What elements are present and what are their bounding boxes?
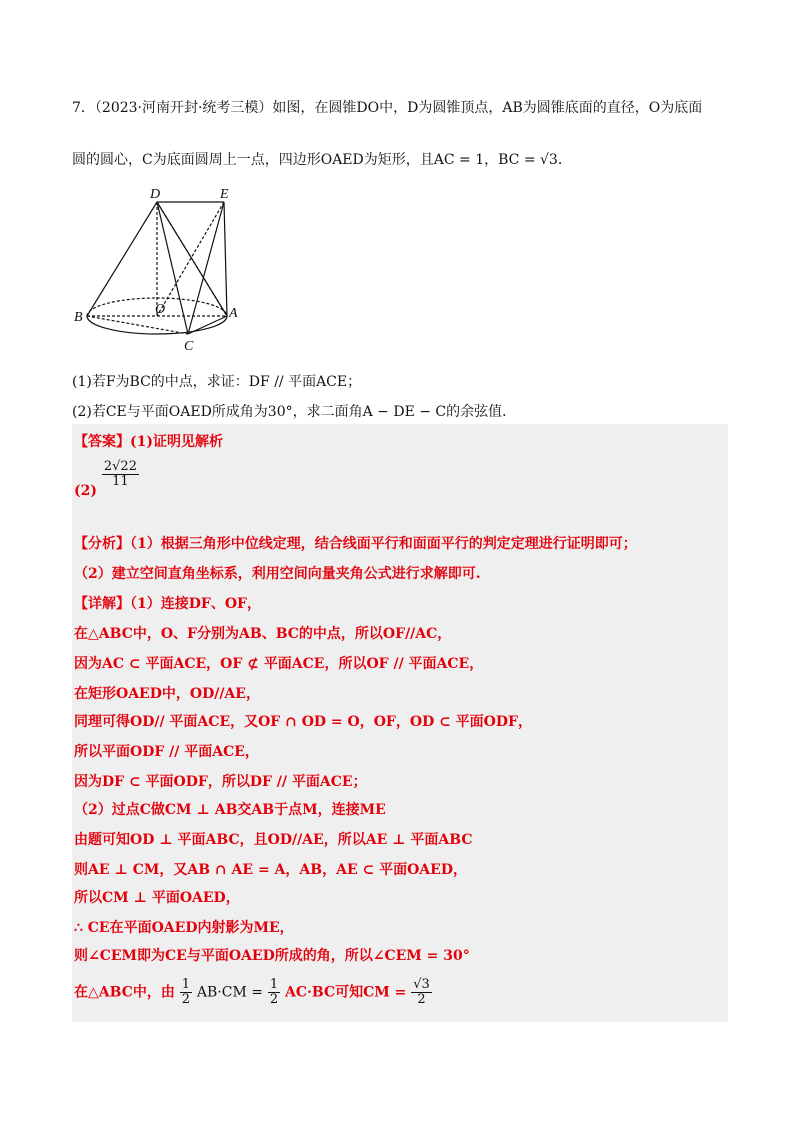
label-B: B [74,310,83,325]
detail-label: 【详解】 [74,596,130,612]
answer-line-1 [74,432,223,452]
question-line-1: 7．（2023·河南开封·统考三模）如图，在圆锥DO中，D为圆锥顶点，AB为圆锥底面的直径，O为底面 [72,100,703,116]
fraction-3 [411,978,432,1007]
detail-line-12: ∴ CE在平面OAED内射影为ME， [74,920,294,936]
answer-part-2-prefix: (2) [74,482,97,499]
detail-line-5: 同理可得OD// 平面ACE，又OF ∩ OD = O，OF，OD ⊂ 平面ODF， [74,714,532,730]
answer-part-2-fraction [102,460,139,489]
analysis-line-2: （2）建立空间直角坐标系，利用空间向量夹角公式进行求解即可. [74,566,481,582]
base-ellipse-front [87,316,227,334]
detail-line-4: 在矩形OAED中，OD//AE， [74,686,260,702]
detail-line-14 [74,978,432,1007]
detail-line-8: （2）过点C做CM ⊥ AB交AB于点M，连接ME [74,802,386,818]
label-A: A [229,306,238,321]
detail-line-2: 在△ABC中，O、F分别为AB、BC的中点，所以OF//AC， [74,626,452,642]
detail-line-11: 所以CM ⊥ 平面OAED， [74,890,240,906]
analysis-text-1: （1）根据三角形中位线定理，结合线面平行和面面平行的判定定理进行证明即可； [130,536,637,552]
fraction-2 [268,978,280,1007]
fraction-3-den: 2 [417,992,426,1007]
fraction-3-num: √3 [413,977,430,992]
detail-line-10: 则AE ⊥ CM，又AB ∩ AE = A，AB，AE ⊂ 平面OAED， [74,862,467,878]
detail-line-9: 由题可知OD ⊥ 平面ABC，且OD//AE，所以AE ⊥ 平面ABC [74,832,473,848]
label-O: O [155,302,166,317]
answer-label: 【答案】 [74,434,130,450]
detail-line-13: 则∠CEM即为CE与平面OAED所成的角，所以∠CEM = 30° [74,948,470,964]
answer-part-2-denominator: 11 [112,474,129,489]
answer-part-1: (1)证明见解析 [130,434,223,450]
detail-14-mid-2: AC·BC可知CM = [285,984,407,1001]
label-C: C [184,339,194,354]
detail-line-7: 因为DF ⊂ 平面ODF，所以DF // 平面ACE； [74,774,367,790]
fraction-1-den: 2 [181,992,191,1007]
fraction-2-den: 2 [269,992,279,1007]
analysis-line-1 [74,534,637,554]
fraction-2-num: 1 [269,977,279,992]
fraction-1 [180,978,192,1007]
label-E: E [220,187,229,202]
analysis-label: 【分析】 [74,536,130,552]
question-part-2: (2)若CE与平面OAED所成角为30°，求二面角A − DE − C的余弦值． [72,404,517,420]
label-D: D [150,187,161,202]
cone-figure [72,186,242,356]
question-part-1: (1)若F为BC的中点，求证：DF // 平面ACE； [72,374,362,390]
detail-14-start: 在△ABC中，由 [74,984,175,1001]
detail-text-1: （1）连接DF、OF， [130,596,261,612]
detail-line-6: 所以平面ODF // 平面ACE， [74,744,259,760]
fraction-1-num: 1 [181,977,191,992]
detail-14-mid-1: AB·CM = [196,984,263,1001]
question-line-2: 圆的圆心，C为底面圆周上一点，四边形OAED为矩形，且AC = 1，BC = √3． [72,152,572,168]
detail-line-1 [74,594,261,614]
answer-line-2 [74,459,139,499]
answer-part-2-numerator: 2√22 [103,459,137,474]
detail-line-3: 因为AC ⊂ 平面ACE，OF ⊄ 平面ACE，所以OF // 平面ACE， [74,656,484,672]
